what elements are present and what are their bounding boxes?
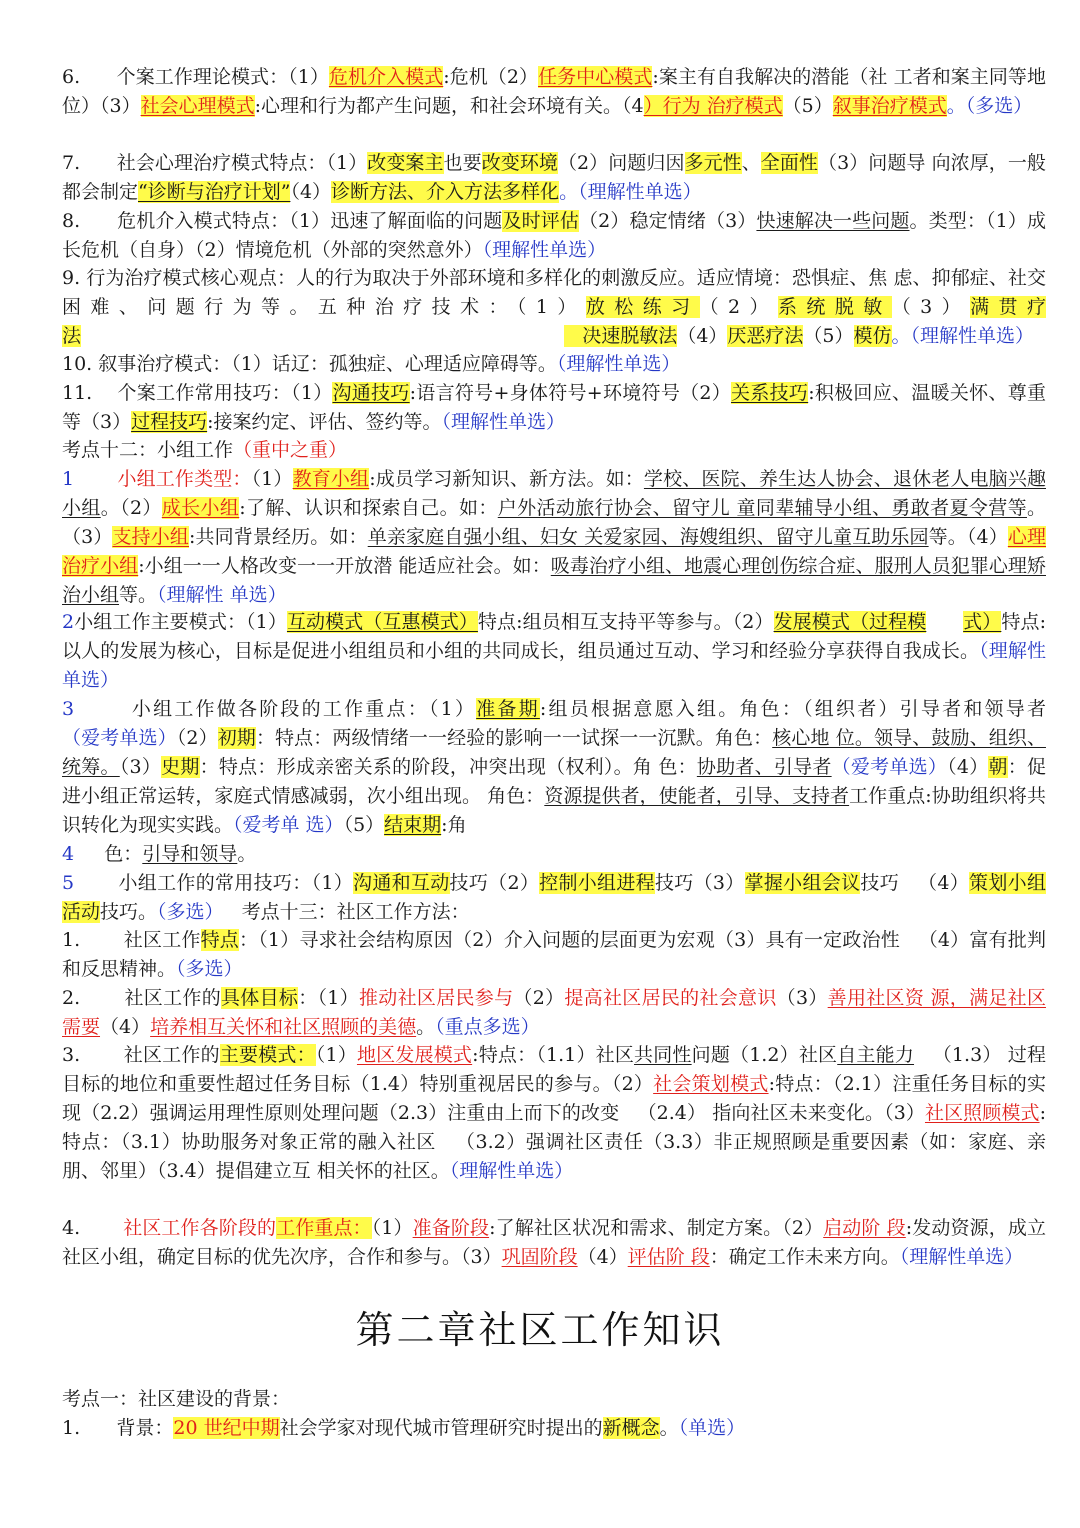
text-span: 10. 叙事治疗模式：（1）话辽：孤独症、心理适应障碍等。 (62, 353, 557, 375)
text-span: 。类型：（1）成长危机（自身）（2）情境危机（外部的突然意外） (62, 210, 1046, 261)
text-span: （爱考单 选） (233, 814, 344, 836)
text-span: ：（1） (298, 987, 359, 1009)
text-span: ：特点：两级情绪一一经验的影响一一试探一一沉默。角色： (255, 727, 773, 749)
text-span: （1.3） 过程目标的地位和重要性超过任务目标（1.4）特别重视居民的参与。（2） (62, 1044, 1046, 1095)
text-span: 引导和领导 (142, 843, 238, 865)
text-span: 工作重点:协助组织将共识转化为现实实践。 (62, 785, 1046, 836)
text-span (81, 325, 564, 347)
text-span: :发动资源，成立社区小组，确定目标的优先次序，合作和参与。（3） (62, 1217, 1046, 1268)
text-span: （1） (251, 468, 293, 490)
text-span: 诊断方法、介入方法多样化 (331, 181, 560, 203)
text-span: 新概念 (602, 1417, 660, 1439)
text-span: 1. 社区工作 (62, 929, 201, 951)
text-span: “诊断与治疗计划” (138, 181, 291, 203)
text-span: 互动模式（互惠模式） (286, 611, 478, 633)
text-span: 特点:以人的发展为核心，目标是促进小组组员和小组的共同成长，组员通过互动、学习和经验分享获得自我成长。 (62, 611, 1046, 662)
text-span: 小组工作做各阶段的工作重点：（1） (74, 698, 477, 720)
text-span: （理解性单选） (449, 1160, 574, 1182)
text-span: 决速脱敏法 (564, 325, 678, 347)
text-span: 、 (741, 152, 761, 174)
text-span: :接案约定、评估、签约等。 (207, 411, 442, 433)
text-span: （理解性单选） (899, 1246, 1024, 1268)
p-casework-skills (62, 379, 1046, 437)
text-span: 技巧（2） (449, 872, 540, 894)
text-span: 4 (62, 843, 75, 865)
text-span: 6. 个案工作理论模式：（1） (62, 66, 329, 88)
p-group-skills (62, 869, 1046, 927)
text-span: 3 (62, 698, 75, 720)
text-span: :角 (441, 814, 467, 836)
text-span: 7. 社会心理治疗模式特点：（1） (62, 152, 368, 174)
text-span: （重中之重） (233, 439, 348, 461)
p-community-models (62, 1041, 1046, 1186)
text-span: 。（理解性单选） (559, 181, 702, 203)
text-span: 关系技巧 (731, 382, 809, 404)
text-span: 3. 社区工作的 (62, 1044, 220, 1066)
p-kaodian-12 (62, 436, 1046, 465)
text-span: :积极回应、温暖关怀、尊重等（3） (62, 382, 1046, 433)
text-span: 8. 危机介入模式特点：（1）迅速了解面临的问题 (62, 210, 503, 232)
text-span: 技巧。 (100, 901, 158, 923)
text-span: ）行为 治疗模式 (643, 95, 783, 117)
text-span: 沟通和互动 (353, 872, 450, 894)
text-span: 技巧 （4） (860, 872, 970, 894)
text-span: 危机介入模式 (328, 66, 444, 88)
text-span: 地区发展模式 (356, 1044, 473, 1066)
text-span: 1. 背景： (62, 1417, 174, 1439)
text-span: ：促进小组正常运转，家庭式情感减弱，次小组出现。 角色： (62, 756, 1046, 807)
text-span: 提高社区居民的社会意识 (564, 987, 777, 1009)
text-span: 5 (62, 872, 75, 894)
text-span: 等。（4） (928, 526, 1008, 548)
text-span: :特点：（3.1）协助服务对象正常的融入社区 （3.2）强调社区责任（3.3）非正规照顾是重要因素（如：家庭、亲朋、邻里）（3.4）提倡建立互 相关怀的社区。 (62, 1102, 1046, 1182)
p-crisis-features (62, 207, 1046, 265)
text-span: （1） (315, 1044, 357, 1066)
p-group-types (62, 465, 1046, 610)
text-span: 全面性 (760, 152, 818, 174)
text-span: 社区工作各阶段的 (123, 1217, 277, 1239)
text-span: 厌恶疗法 (727, 325, 804, 347)
text-span: 评估阶 段 (627, 1246, 710, 1268)
text-span: 考点一：社区建设的背景： (62, 1388, 291, 1410)
p-community-stages (62, 1214, 1046, 1272)
text-span: （理解性单选） (62, 640, 1046, 691)
text-span: 工作重点： (276, 1217, 372, 1239)
text-span: 社会学家对现代城市管理研究时提出的 (279, 1417, 603, 1439)
p-behavior-therapy (62, 264, 1046, 351)
text-span: 。 (416, 1016, 436, 1038)
text-span: 及时评估 (502, 210, 579, 232)
text-span: 快速解决一些问题 (756, 210, 910, 232)
text-span: 推动社区居民参与 (359, 987, 514, 1009)
text-span: 培养相互关怀和社区照顾的美德 (150, 1016, 417, 1038)
text-span: 改变环境 (481, 152, 558, 174)
text-span: 心理治疗小组 (62, 526, 1046, 577)
text-span: （爱考单选） (62, 727, 177, 749)
text-span: 自主能力 (837, 1044, 915, 1066)
text-span: 任务中心模式 (538, 66, 653, 88)
text-span: 发展模式（过程模 (773, 611, 927, 633)
text-span: :心理和行为都产生问题，和社会环境有关。（4 (254, 95, 644, 117)
text-span: :成员学习新知识、新方法。如： (369, 468, 644, 490)
text-span: 多元性 (684, 152, 742, 174)
text-span: 。（2） (100, 497, 162, 519)
text-span: 系统脱敏 (777, 296, 892, 318)
text-span: 满贯疗法 (62, 296, 1046, 347)
text-span: 教育小组 (292, 468, 370, 490)
text-span: 社会策划模式 (653, 1073, 769, 1095)
text-span: 。（理解性单选） (891, 325, 1035, 347)
text-span: （5） (803, 325, 854, 347)
text-span: （2）稳定情绪（3） (578, 210, 757, 232)
text-span: 资源提供者，使能者，引导、支持者 (544, 785, 850, 807)
p-group-models (62, 608, 1046, 695)
text-span: （4） (677, 325, 728, 347)
text-span: 户外活动旅行协会、留守儿 童同辈辅导小组、勇敢者夏令营等 (497, 497, 1027, 519)
text-span: （4） (290, 181, 332, 203)
text-span: 考点十二：小组工作 (62, 439, 234, 461)
text-span: 策划小组活动 (62, 872, 1046, 923)
text-span: （3） (776, 987, 828, 1009)
text-span: 11. 个案工作常用技巧：（1） (62, 382, 333, 404)
p-kaodian-1 (62, 1385, 1046, 1414)
text-span: 史期 (161, 756, 200, 778)
text-span: 技巧（3） (654, 872, 745, 894)
text-span: 核心地 位 (772, 727, 855, 749)
text-span: （多选） (157, 901, 224, 923)
p-group-stages (62, 695, 1046, 840)
text-span: 20 世纪中期 (173, 1417, 280, 1439)
text-span: 社会心理模式 (140, 95, 255, 117)
chapter-title: 第二章社区工作知识 (355, 1308, 725, 1352)
text-span: :特点：（1.1）社区 (472, 1044, 635, 1066)
text-span: 小组工作的常用技巧：（1） (74, 872, 354, 894)
text-span: 改变案主 (367, 152, 444, 174)
text-span: :案主有自我解决的潜能（社 工者和案主同等地位）（3） (62, 66, 1046, 117)
text-span: 等。 (119, 584, 158, 606)
text-span: :共同背景经历。如： (189, 526, 368, 548)
text-span: （爱考单选） (831, 756, 948, 778)
text-span: 具体目标 (221, 987, 299, 1009)
text-span: 启动阶 段 (823, 1217, 906, 1239)
text-span: 掌握小组会议 (744, 872, 861, 894)
text-span: （5） (782, 95, 833, 117)
text-span: 准备阶段 (412, 1217, 490, 1239)
text-span: ：确定工作未来方向。 (709, 1246, 900, 1268)
text-span: :组员根据意愿入组。角色：（组织者）引导者和领导者 (539, 698, 1046, 720)
text-span: :危机（2） (443, 66, 539, 88)
text-span: 。领导、鼓励、组织、统筹。 (62, 727, 1046, 778)
text-span: 吸毒治疗小组、地震心理创伤综合症、服刑人员犯罪心理矫治小组 (62, 555, 1046, 606)
text-span: 社区照顾模式 (924, 1102, 1040, 1124)
text-span: 也要 (443, 152, 482, 174)
text-span: 9. 行为治疗模式核心观点：人的行为取决于外部环境和多样化的刺激反应。适应情境：恐惧症、焦 虑、抑郁症、社交困难、问题行为等。五种治疗技术：（1） (62, 267, 1046, 318)
p-community-features (62, 926, 1046, 984)
text-span: （1） (371, 1217, 413, 1239)
text-span: （重点多选） (435, 1016, 540, 1038)
text-span: （3） (891, 296, 971, 318)
text-span: 1 (62, 468, 75, 490)
text-span: 准备期 (476, 698, 540, 720)
text-span: 特点 (200, 929, 240, 951)
text-span: ：特点：形成亲密关系的阶段，冲突出现（权利）。角 色： (199, 756, 697, 778)
text-span: 色： (74, 843, 143, 865)
text-span: 。 (237, 843, 257, 865)
text-span: :小组一一人格改变一一开放潜 能适应社会。如： (138, 555, 551, 577)
text-span: （5） (343, 814, 385, 836)
text-span: （4） (100, 1016, 151, 1038)
p-group-stage-cont (62, 840, 1046, 869)
text-span: 巩固阶段 (501, 1246, 578, 1268)
text-span: 。（3） (62, 497, 1046, 548)
text-span: （3）问题导 向浓厚，一般都会制定 (62, 152, 1046, 203)
text-span: 2. 社区工作的 (62, 987, 221, 1009)
text-span: 放松练习 (585, 296, 700, 318)
text-span: 单亲家庭自强小组、妇女 关爱家园、海嫂组织、留守儿童互助乐园 (367, 526, 929, 548)
text-span: 结束期 (384, 814, 442, 836)
text-span: 控制小组进程 (539, 872, 655, 894)
p-psychosocial-features (62, 149, 1046, 207)
text-span: （理解性单选） (441, 411, 566, 433)
text-span: 成长小组 (161, 497, 240, 519)
text-span: :语言符号+身体符号+环境符号（2） (409, 382, 732, 404)
text-span: 共同性 (634, 1044, 692, 1066)
text-span (74, 468, 117, 490)
text-span: 学校、医院、养生达人协会、退休老人电脑兴趣小组 (62, 468, 1046, 519)
p-casework-models (62, 63, 1046, 121)
p-narrative (62, 350, 1046, 379)
text-span: （2） (176, 727, 218, 749)
p-community-goals (62, 984, 1046, 1042)
text-span: 支持小组 (112, 526, 189, 548)
text-span: 2 (62, 611, 75, 633)
text-span: （单选） (678, 1417, 746, 1439)
text-span: 考点十三：社区工作方法： (223, 901, 470, 923)
text-span: 主要模式： (219, 1044, 316, 1066)
text-span: 初期 (217, 727, 256, 749)
text-span: 朝 (988, 756, 1008, 778)
text-span: （理解性单选） (482, 239, 607, 261)
text-span: 叙事治疗模式 (832, 95, 947, 117)
text-span: （2） (513, 987, 565, 1009)
text-span: 模仿 (853, 325, 892, 347)
text-span: （2）问题归因 (557, 152, 685, 174)
text-span: 特点:组员相互支持平等参与。（2） (477, 611, 774, 633)
text-span: 小组工作主要模式：（1） (74, 611, 287, 633)
text-span: （理解性 单选） (157, 584, 287, 606)
text-span: （3） (119, 756, 162, 778)
text-span: 小组工作类型： (117, 468, 252, 490)
text-span: 4. (62, 1217, 124, 1239)
text-span (926, 611, 963, 633)
text-span: （4） (577, 1246, 628, 1268)
text-span: ：（1）寻求社会结构原因（2）介入问题的层面更为宏观（3）具有一定政治性 （4）富有批判和反思精神。 (62, 929, 1046, 980)
text-span: 。 (659, 1417, 679, 1439)
text-span: 协助者、引导者 (696, 756, 832, 778)
text-span: 式） (963, 611, 1002, 633)
text-span: 沟通技巧 (332, 382, 410, 404)
text-span: （2） (699, 296, 778, 318)
text-span: :了解、认识和探索自己。如： (239, 497, 498, 519)
p-background (62, 1414, 1046, 1443)
text-span: （4） (947, 756, 989, 778)
text-span: 问题（1.2）社区 (691, 1044, 838, 1066)
text-span: 过程技巧 (131, 411, 208, 433)
text-span: （理解性单选） (556, 353, 681, 375)
text-span: :特点：（2.1）注重任务目标的实现（2.2）强调运用理性原则处理问题（2.3）注重由上而下的改变 （2.4） 指向社区未来变化。（3） (62, 1073, 1046, 1124)
text-span: （多选） (176, 958, 243, 980)
text-span: 善用社区资 源，满足社区需要 (62, 987, 1046, 1038)
text-span: 。（多选） (946, 95, 1033, 117)
text-span: :了解社区状况和需求、制定方案。（2） (489, 1217, 824, 1239)
